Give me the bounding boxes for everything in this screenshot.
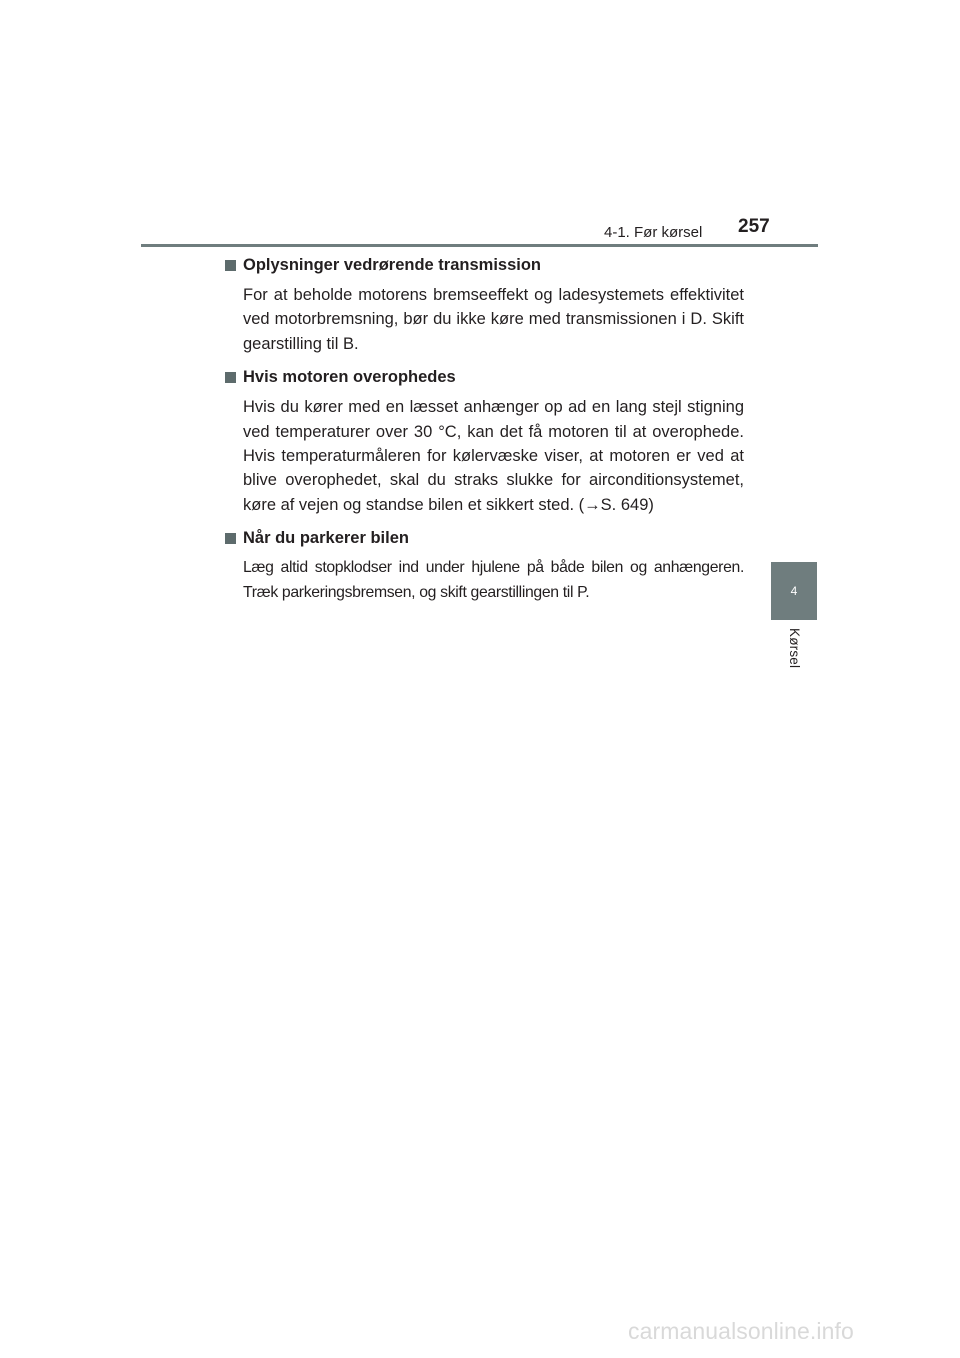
page-number: 257 (738, 216, 770, 237)
section-heading-text: Hvis motoren overophedes (243, 368, 456, 387)
section-heading-text: Oplysninger vedrørende transmission (243, 256, 541, 274)
section-heading (222, 364, 744, 391)
section-body: Hvis du kører med en læsset anhænger op ad en lang stejl stigning ved temperaturer over 30 °C, kan det få motoren til at overophede. Hvis temperaturmåleren for kølervæske viser, at motoren er ved at blive overophedet, skal du straks slukke for airconditionsystemet, køre af vejen og standse bilen et sikkert sted. (→S. 649) (243, 398, 744, 514)
info-section-overheating (222, 364, 744, 517)
chapter-tab (771, 562, 817, 620)
watermark: carmanualsonline.info (628, 1318, 854, 1344)
info-section-transmission (222, 252, 744, 356)
section-body: For at beholde motorens bremseeffekt og ladesystemets effektivitet ved motorbremsning, bør du ikke køre med transmissionen i D. Skift gearstilling til B. (243, 286, 744, 353)
section-title: 4-1. Før kørsel (604, 224, 703, 241)
info-section-parking (222, 525, 744, 605)
section-heading-text: Når du parkerer bilen (243, 529, 409, 548)
page-content (222, 250, 744, 605)
section-heading (222, 525, 744, 552)
header-divider (141, 244, 818, 247)
square-bullet-icon (225, 533, 236, 544)
chapter-label: Kørsel (787, 628, 802, 669)
square-bullet-icon (225, 372, 236, 383)
square-bullet-icon (225, 260, 236, 271)
section-heading (222, 252, 744, 279)
chapter-number: 4 (790, 584, 798, 598)
section-body: Læg altid stopklodser ind under hjulene på både bilen og anhængeren. Træk parkeringsbremsen, og skift gearstillingen til P. (243, 559, 744, 601)
